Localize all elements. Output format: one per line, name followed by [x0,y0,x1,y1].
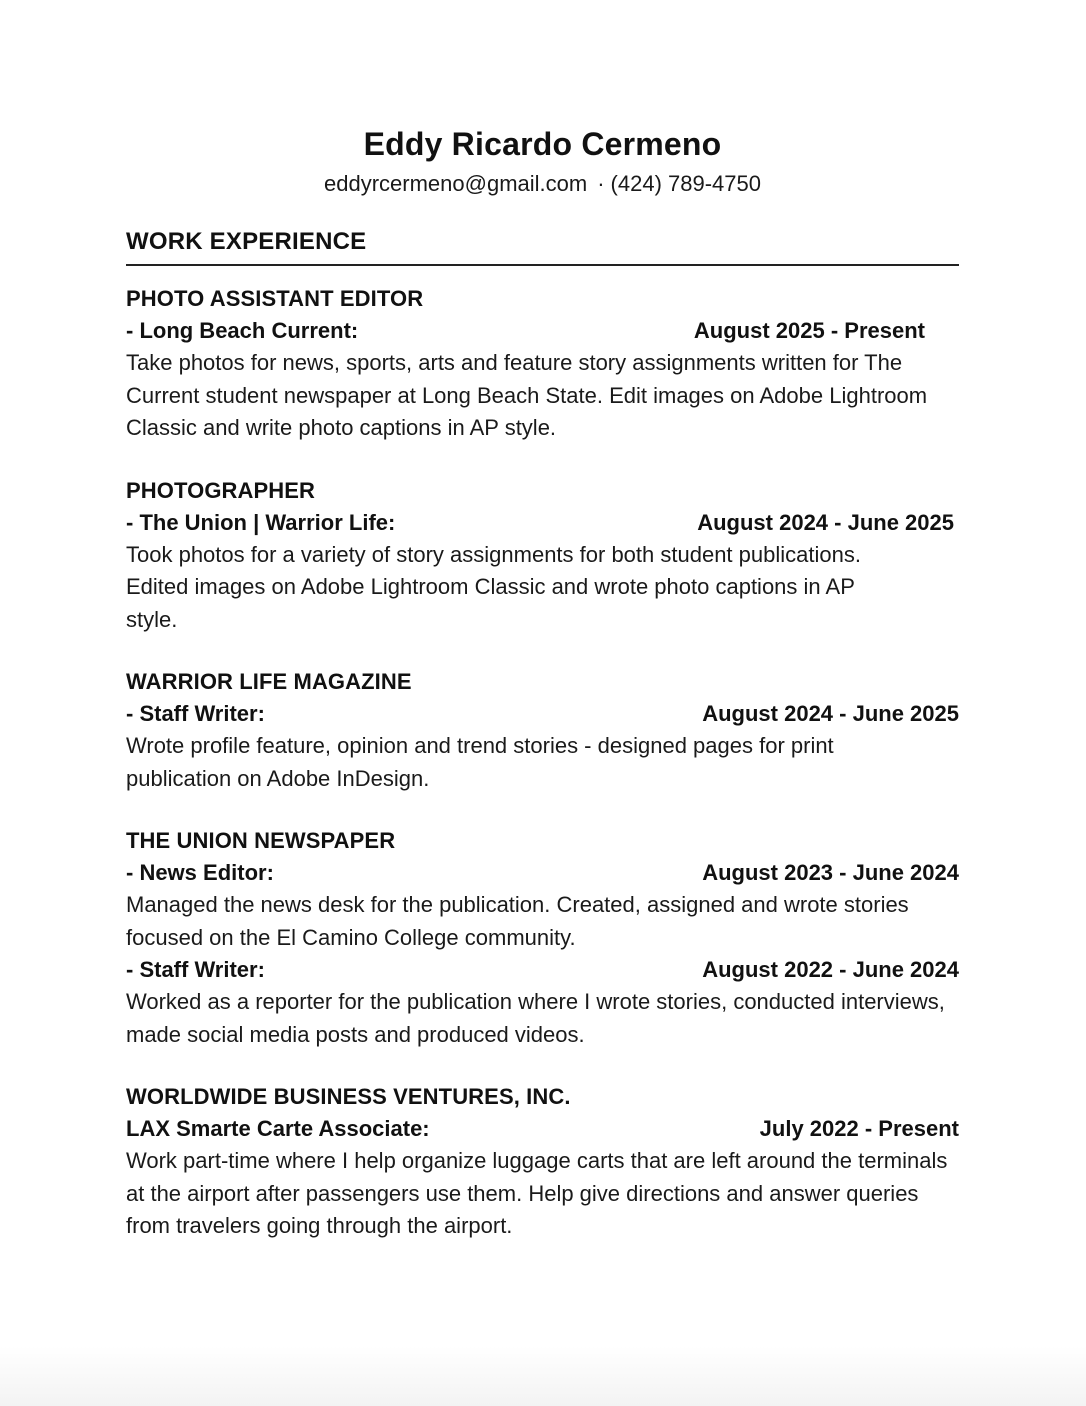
candidate-name: Eddy Ricardo Cermeno [363,126,722,162]
contact-line [126,171,959,197]
entry-title: PHOTO ASSISTANT EDITOR [126,286,424,311]
role-label: - Staff Writer: [126,957,265,982]
role-row [126,698,959,730]
role-row [126,954,959,986]
section-divider [126,264,959,266]
role-row [126,857,959,889]
role-label: - The Union | Warrior Life: [126,509,396,535]
entry-title: THE UNION NEWSPAPER [126,828,396,853]
role-description: Wrote profile feature, opinion and trend stories - designed pages for print publication on Adobe InDesign. [126,733,834,791]
role-dates: August 2023 - June 2024 [702,860,959,885]
role-label: LAX Smarte Carte Associate: [126,1116,430,1141]
experience-entry [126,666,959,795]
role-description: Take photos for news, sports, arts and feature story assignments written for The Current student newspaper at Long Beach State. Edit images on Adobe Lightroom Classic and write photo captions in AP style. [126,350,928,440]
role-description: Took photos for a variety of story assignments for both student publications. Edited images on Adobe Lightroom Classic and wrote photo captions in AP style. [126,541,861,632]
experience-entry [126,1081,959,1243]
role-dates: August 2022 - June 2024 [702,957,959,982]
role-description: Worked as a reporter for the publication where I wrote stories, conducted interviews, made social media posts and produced videos. [126,989,945,1047]
email-text: eddyrcermeno@gmail.com [324,171,588,196]
role-description: Work part-time where I help organize luggage carts that are left around the terminals at the airport after passengers use them. Help give directions and answer queries from travelers going through the airport. [126,1148,948,1238]
experience-entry [126,283,959,445]
role-row [126,507,959,539]
role-label: - Long Beach Current: [126,318,359,343]
role-dates: August 2025 - Present [693,318,925,343]
experience-entry [126,475,959,637]
role-row [126,315,959,347]
role-dates: August 2024 - June 2025 [697,509,954,535]
contact-separator: · [597,171,605,196]
role-row [126,1113,959,1145]
entry-title: PHOTOGRAPHER [126,477,316,503]
entry-title: WORLDWIDE BUSINESS VENTURES, INC. [126,1084,571,1109]
role-description: Managed the news desk for the publication. Created, assigned and wrote stories focused on the El Camino College community. [126,892,909,950]
work-experience-list [126,283,959,1273]
section-title-work-experience: WORK EXPERIENCE [126,228,367,255]
role-label: - News Editor: [126,860,274,885]
phone-text: (424) 789-4750 [610,171,761,196]
role-dates: August 2024 - June 2025 [702,701,959,726]
page-bottom-shadow [0,1346,1086,1406]
entry-title: WARRIOR LIFE MAGAZINE [126,669,412,694]
role-label: - Staff Writer: [126,701,265,726]
role-dates: July 2022 - Present [759,1116,959,1141]
experience-entry [126,825,959,1051]
